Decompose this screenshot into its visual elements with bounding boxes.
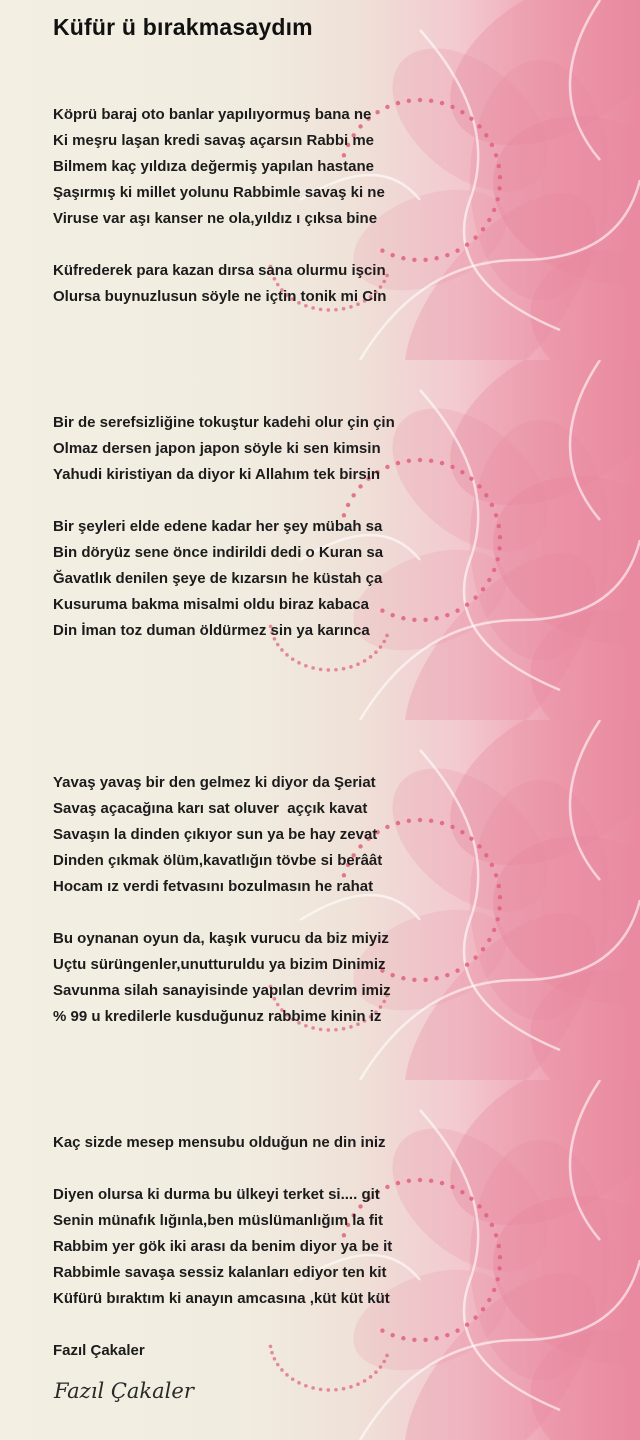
- decorative-dot: [418, 458, 422, 462]
- decorative-dot: [492, 1288, 496, 1292]
- decorative-dot: [484, 853, 488, 857]
- decorative-dot: [326, 668, 330, 672]
- decorative-dot: [445, 613, 449, 617]
- decorative-dot: [497, 1266, 501, 1270]
- decorative-dot: [334, 1388, 338, 1392]
- decorative-dot: [487, 218, 491, 222]
- decorative-dot: [434, 256, 438, 260]
- poem-line: Rabbim yer gök iki arası da benim diyor ya be it: [53, 1238, 393, 1255]
- decorative-dot: [498, 895, 502, 899]
- decorative-dot: [412, 618, 416, 622]
- petal-shape: [470, 1140, 610, 1380]
- decorative-dot: [363, 1379, 367, 1383]
- poem-line: Şaşırmış ki millet yolunu Rabbimle savaş ki ne: [53, 184, 385, 201]
- decorative-dot: [418, 818, 422, 822]
- decorative-dot: [429, 459, 433, 463]
- poem-line: Köprü baraj oto banlar yapılıyormuş bana ne: [53, 106, 372, 123]
- poem-line: Din İman toz duman öldürmez sin ya karınca: [53, 622, 370, 639]
- decorative-dot: [396, 1181, 400, 1185]
- decorative-dot: [490, 863, 494, 867]
- decorative-dot: [494, 873, 498, 877]
- decorative-dot: [497, 186, 501, 190]
- decorative-dot: [473, 955, 477, 959]
- decorative-dot: [356, 1382, 360, 1386]
- decorative-dot: [497, 164, 501, 168]
- decorative-dot: [418, 1178, 422, 1182]
- decorative-dot: [423, 978, 427, 982]
- decorative-dot: [407, 1179, 411, 1183]
- decorative-dot: [477, 844, 481, 848]
- decorative-dot: [346, 503, 350, 507]
- decorative-dot: [319, 668, 323, 672]
- poem-line: Yavaş yavaş bir den gelmez ki diyor da Şeriat: [53, 774, 376, 791]
- decorative-dot: [304, 664, 308, 668]
- poem-line: Küfrederek para kazan dırsa sana olurmu işcin: [53, 262, 386, 279]
- poem-line: Yahudi kiristiyan da diyor ki Allahım tek birsin: [53, 466, 381, 483]
- poem-line: Bu oynanan oyun da, kaşık vurucu da biz miyiz: [53, 930, 389, 947]
- decorative-dot: [477, 484, 481, 488]
- poem-line: Küfürü bıraktım ki anayın amcasına ,küt küt küt: [53, 1290, 390, 1307]
- decorative-dot: [423, 618, 427, 622]
- decorative-dot: [490, 143, 494, 147]
- decorative-dot: [481, 1307, 485, 1311]
- poem-line: Uçtu sürüngenler,unutturuldu ya bizim Dinimiz: [53, 956, 386, 973]
- decorative-dot: [484, 1213, 488, 1217]
- decorative-dot: [401, 616, 405, 620]
- decorative-dot: [285, 1373, 289, 1377]
- poem-line: Ki meşru laşan kredi savaş açarsın Rabbi me: [53, 132, 374, 149]
- poem-line: Hocam ız verdi fetvasını bozulmasın he rahat: [53, 878, 374, 895]
- decorative-dot: [497, 546, 501, 550]
- poem-line: Savaşın la dinden çıkıyor sun ya be hay zevat: [53, 826, 378, 843]
- decorative-dot: [497, 524, 501, 528]
- decorative-dot: [487, 938, 491, 942]
- poem-line: Rabbimle savaşa sessiz kalanları ediyor ten kit: [53, 1264, 387, 1281]
- decorative-dot: [429, 99, 433, 103]
- poem-stanza: [53, 410, 395, 488]
- poem-line: Viruse var aşı kanser ne ola,yıldız ı çıksa bine: [53, 210, 378, 227]
- poem-line: Kusuruma bakma misalmi oldu biraz kabaca: [53, 596, 369, 613]
- decorative-dot: [334, 668, 338, 672]
- petal-shape: [470, 60, 610, 300]
- decorative-dot: [450, 825, 454, 829]
- decorative-dot: [487, 578, 491, 582]
- decorative-dot: [396, 101, 400, 105]
- decorative-dot: [418, 98, 422, 102]
- decorative-dot: [374, 650, 378, 654]
- decorative-dot: [369, 1375, 373, 1379]
- decorative-dot: [484, 493, 488, 497]
- decorative-dot: [494, 1233, 498, 1237]
- decorative-dot: [412, 978, 416, 982]
- decorative-dot: [450, 105, 454, 109]
- decorative-dot: [297, 661, 301, 665]
- decorative-dot: [434, 616, 438, 620]
- decorative-dot: [270, 1351, 274, 1355]
- decorative-dot: [429, 1179, 433, 1183]
- decorative-dot: [460, 830, 464, 834]
- poem-stanza: [53, 926, 391, 1030]
- decorative-dot: [492, 928, 496, 932]
- decorative-dot: [342, 667, 346, 671]
- decorative-dot: [390, 253, 394, 257]
- decorative-dot: [492, 568, 496, 572]
- decorative-dot: [450, 1185, 454, 1189]
- decorative-dot: [450, 465, 454, 469]
- decorative-dot: [481, 947, 485, 951]
- poem-stanza: [53, 258, 386, 310]
- decorative-dot: [440, 1181, 444, 1185]
- decorative-dot: [407, 459, 411, 463]
- decorative-dot: [469, 1197, 473, 1201]
- poem-line: Savaş açacağına karı sat oluver aççık kavat: [53, 800, 368, 817]
- decorative-dot: [423, 1338, 427, 1342]
- decorative-dot: [351, 493, 355, 497]
- poem-title: Küfür ü bırakmasaydım: [53, 14, 313, 40]
- decorative-dot: [487, 1298, 491, 1302]
- decorative-dot: [445, 1333, 449, 1337]
- decorative-dot: [434, 976, 438, 980]
- decorative-dot: [473, 1315, 477, 1319]
- decorative-dot: [374, 1370, 378, 1374]
- decorative-dot: [342, 1387, 346, 1391]
- decorative-dot: [497, 906, 501, 910]
- decorative-dot: [385, 105, 389, 109]
- poem-line: Olmaz dersen japon japon söyle ki sen kimsin: [53, 440, 381, 457]
- decorative-dot: [465, 243, 469, 247]
- decorative-dot: [349, 1385, 353, 1389]
- decorative-dot: [498, 1255, 502, 1259]
- decorative-dot: [497, 884, 501, 888]
- decorative-dot: [498, 535, 502, 539]
- poem-stanza: [53, 1130, 386, 1156]
- petal-shape: [470, 780, 610, 1020]
- decorative-dot: [445, 973, 449, 977]
- decorative-dot: [495, 1277, 499, 1281]
- decorative-dot: [280, 1368, 284, 1372]
- decorative-dot: [455, 248, 459, 252]
- decorative-dot: [440, 461, 444, 465]
- decorative-dot: [385, 825, 389, 829]
- decorative-dot: [382, 1360, 386, 1364]
- poem-line: Senin münafık lığınla,ben müslümanlığım la fit: [53, 1212, 384, 1229]
- decorative-dot: [369, 655, 373, 659]
- poem-line: Olursa buynuzlusun söyle ne içtin tonik mi Cin: [53, 288, 387, 305]
- poem-line: Bir şeyleri elde edene kadar her şey mübah sa: [53, 518, 383, 535]
- decorative-dot: [469, 477, 473, 481]
- decorative-dot: [494, 153, 498, 157]
- poem-line: Kaç sizde mesep mensubu olduğun ne din iniz: [53, 1134, 386, 1151]
- decorative-dot: [390, 1333, 394, 1337]
- poem-stanza: [53, 770, 382, 900]
- decorative-dot: [304, 1384, 308, 1388]
- poem-stanza: [53, 102, 385, 232]
- decorative-dot: [285, 653, 289, 657]
- decorative-dot: [477, 1204, 481, 1208]
- decorative-dot: [469, 117, 473, 121]
- decorative-dot: [434, 1336, 438, 1340]
- decorative-dot: [401, 256, 405, 260]
- decorative-dot: [385, 634, 389, 638]
- decorative-dot: [380, 1328, 384, 1332]
- poem-line: Bilmem kaç yıldıza değermiş yapılan hastane: [53, 158, 374, 175]
- decorative-dot: [498, 175, 502, 179]
- decorative-dot: [469, 837, 473, 841]
- decorative-dot: [401, 976, 405, 980]
- decorative-dot: [385, 1354, 389, 1358]
- decorative-dot: [473, 235, 477, 239]
- decorative-dot: [477, 124, 481, 128]
- decorative-dot: [465, 603, 469, 607]
- decorative-dot: [460, 110, 464, 114]
- decorative-dot: [455, 608, 459, 612]
- poem-stanza: [53, 514, 383, 644]
- decorative-dot: [297, 1381, 301, 1385]
- decorative-dot: [455, 1328, 459, 1332]
- decorative-dot: [495, 197, 499, 201]
- decorative-dot: [412, 1338, 416, 1342]
- poem-line: Savunma silah sanayisinde yapılan devrim imiz: [53, 982, 391, 999]
- poem-line: Ğavatlık denilen şeye de kızarsın he küstah ça: [53, 570, 383, 587]
- decorative-dot: [326, 1388, 330, 1392]
- decorative-dot: [490, 503, 494, 507]
- decorative-dot: [396, 821, 400, 825]
- petal-shape: [470, 420, 610, 660]
- decorative-dot: [407, 819, 411, 823]
- decorative-dot: [407, 99, 411, 103]
- poem-line: Bir de serefsizliğine tokuştur kadehi olur çin çin: [53, 414, 395, 431]
- decorative-dot: [311, 666, 315, 670]
- decorative-dot: [465, 963, 469, 967]
- decorative-dot: [276, 1363, 280, 1367]
- decorative-dot: [291, 1377, 295, 1381]
- decorative-dot: [495, 557, 499, 561]
- poem-line: Dinden çıkmak ölüm,kavatlığın tövbe si berâât: [53, 852, 383, 869]
- decorative-dot: [390, 613, 394, 617]
- decorative-dot: [460, 470, 464, 474]
- poem-line: % 99 u kredilerle kusduğunuz rabbime kinin iz: [53, 1008, 382, 1025]
- poem-line: Diyen olursa ki durma bu ülkeyi terket si.... git: [53, 1186, 380, 1203]
- decorative-dot: [473, 595, 477, 599]
- poem-stanza: [53, 1182, 392, 1312]
- decorative-dot: [455, 968, 459, 972]
- decorative-dot: [396, 461, 400, 465]
- decorative-dot: [356, 662, 360, 666]
- decorative-dot: [423, 258, 427, 262]
- decorative-dot: [349, 665, 353, 669]
- decorative-dot: [495, 917, 499, 921]
- decorative-dot: [291, 657, 295, 661]
- decorative-dot: [497, 1244, 501, 1248]
- decorative-dot: [492, 208, 496, 212]
- decorative-dot: [363, 659, 367, 663]
- decorative-dot: [490, 1223, 494, 1227]
- decorative-dot: [379, 645, 383, 649]
- decorative-dot: [484, 133, 488, 137]
- decorative-dot: [429, 819, 433, 823]
- decorative-dot: [319, 1388, 323, 1392]
- poem-line: Bin döryüz sene önce indirildi dedi o Kuran sa: [53, 544, 384, 561]
- decorative-dot: [481, 227, 485, 231]
- decorative-dot: [380, 248, 384, 252]
- decorative-dot: [494, 513, 498, 517]
- decorative-dot: [401, 1336, 405, 1340]
- author-signature: Fazıl Çakaler: [54, 1379, 194, 1403]
- decorative-dot: [379, 1365, 383, 1369]
- decorative-dot: [412, 258, 416, 262]
- decorative-dot: [440, 101, 444, 105]
- decorative-dot: [269, 1345, 273, 1349]
- decorative-dot: [445, 253, 449, 257]
- decorative-dot: [440, 821, 444, 825]
- decorative-dot: [280, 648, 284, 652]
- decorative-dot: [481, 587, 485, 591]
- decorative-dot: [311, 1386, 315, 1390]
- decorative-dot: [390, 973, 394, 977]
- decorative-dot: [465, 1323, 469, 1327]
- decorative-dot: [273, 1357, 277, 1361]
- poem-author: Fazıl Çakaler: [53, 1342, 145, 1359]
- decorative-dot: [460, 1190, 464, 1194]
